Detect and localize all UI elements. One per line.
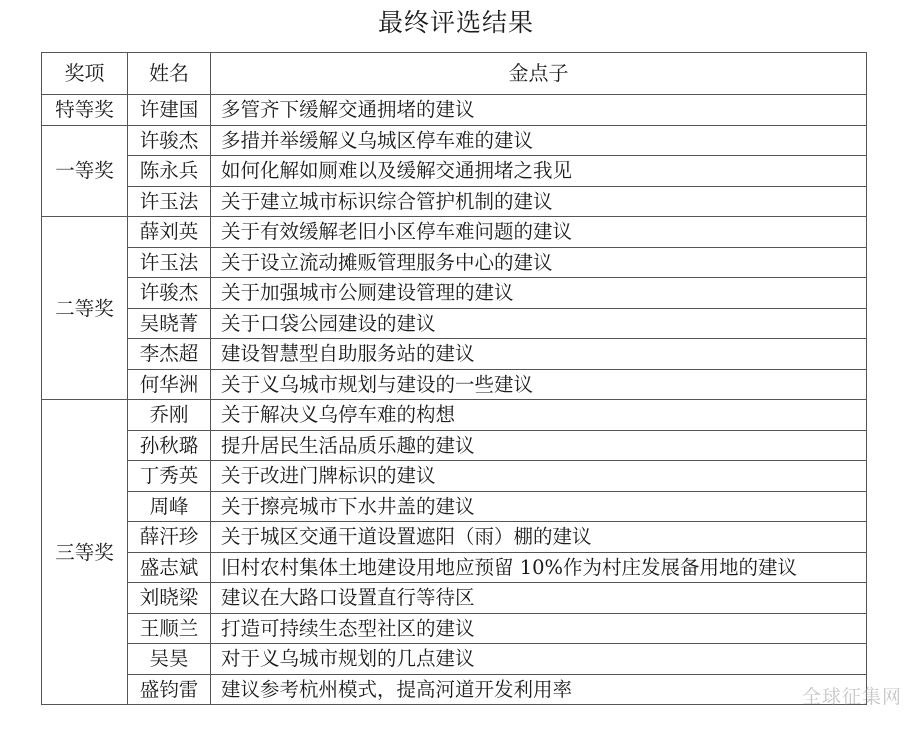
idea-cell: 多措并举缓解义乌城区停车难的建议 xyxy=(211,125,867,156)
name-cell: 丁秀英 xyxy=(128,461,211,492)
header-name: 姓名 xyxy=(128,53,211,95)
results-body xyxy=(42,95,867,705)
table-row xyxy=(42,156,867,187)
idea-cell: 建设智慧型自助服务站的建议 xyxy=(211,339,867,370)
name-cell: 周峰 xyxy=(128,491,211,522)
idea-cell: 建议参考杭州模式，提高河道开发利用率 xyxy=(211,674,867,705)
table-row xyxy=(42,644,867,675)
name-cell: 李杰超 xyxy=(128,339,211,370)
table-row xyxy=(42,430,867,461)
table-row xyxy=(42,186,867,217)
watermark-logo: 全球征集网 xyxy=(801,686,902,708)
table-row xyxy=(42,217,867,248)
name-cell: 吴晓菁 xyxy=(128,308,211,339)
name-cell: 陈永兵 xyxy=(128,156,211,187)
idea-cell: 多管齐下缓解交通拥堵的建议 xyxy=(211,95,867,126)
idea-cell: 关于口袋公园建设的建议 xyxy=(211,308,867,339)
name-cell: 许建国 xyxy=(128,95,211,126)
idea-cell: 关于擦亮城市下水井盖的建议 xyxy=(211,491,867,522)
name-cell: 吴昊 xyxy=(128,644,211,675)
name-cell: 盛志斌 xyxy=(128,552,211,583)
header-row xyxy=(42,53,867,95)
table-row xyxy=(42,491,867,522)
name-cell: 盛钧雷 xyxy=(128,674,211,705)
name-cell: 许玉法 xyxy=(128,186,211,217)
award-cell: 二等奖 xyxy=(42,217,128,400)
idea-cell: 关于有效缓解老旧小区停车难问题的建议 xyxy=(211,217,867,248)
results-table xyxy=(41,52,867,705)
table-row xyxy=(42,552,867,583)
table-row xyxy=(42,583,867,614)
table-row xyxy=(42,308,867,339)
table-row xyxy=(42,461,867,492)
idea-cell: 关于建立城市标识综合管护机制的建议 xyxy=(211,186,867,217)
table-row xyxy=(42,522,867,553)
table-row xyxy=(42,400,867,431)
idea-cell: 如何化解如厕难以及缓解交通拥堵之我见 xyxy=(211,156,867,187)
name-cell: 薛刘英 xyxy=(128,217,211,248)
table-row xyxy=(42,369,867,400)
name-cell: 何华洲 xyxy=(128,369,211,400)
idea-cell: 建议在大路口设置直行等待区 xyxy=(211,583,867,614)
name-cell: 孙秋璐 xyxy=(128,430,211,461)
idea-cell: 关于义乌城市规划与建设的一些建议 xyxy=(211,369,867,400)
header-idea: 金点子 xyxy=(211,53,867,95)
name-cell: 王顺兰 xyxy=(128,613,211,644)
idea-cell: 关于解决义乌停车难的构想 xyxy=(211,400,867,431)
award-cell: 三等奖 xyxy=(42,400,128,705)
table-row xyxy=(42,339,867,370)
idea-cell: 对于义乌城市规划的几点建议 xyxy=(211,644,867,675)
table-row xyxy=(42,278,867,309)
table-row xyxy=(42,247,867,278)
idea-cell: 提升居民生活品质乐趣的建议 xyxy=(211,430,867,461)
name-cell: 许骏杰 xyxy=(128,278,211,309)
name-cell: 乔刚 xyxy=(128,400,211,431)
idea-cell: 打造可持续生态型社区的建议 xyxy=(211,613,867,644)
award-cell: 特等奖 xyxy=(42,95,128,126)
name-cell: 许玉法 xyxy=(128,247,211,278)
idea-cell: 旧村农村集体土地建设用地应预留 10%作为村庄发展备用地的建议 xyxy=(211,552,867,583)
table-row xyxy=(42,613,867,644)
header-award: 奖项 xyxy=(42,53,128,95)
table-row xyxy=(42,95,867,126)
table-row xyxy=(42,674,867,705)
award-cell: 一等奖 xyxy=(42,125,128,217)
idea-cell: 关于改进门牌标识的建议 xyxy=(211,461,867,492)
idea-cell: 关于加强城市公厕建设管理的建议 xyxy=(211,278,867,309)
name-cell: 薛汗珍 xyxy=(128,522,211,553)
idea-cell: 关于城区交通干道设置遮阳（雨）棚的建议 xyxy=(211,522,867,553)
table-row xyxy=(42,125,867,156)
idea-cell: 关于设立流动摊贩管理服务中心的建议 xyxy=(211,247,867,278)
name-cell: 刘晓梁 xyxy=(128,583,211,614)
page-title: 最终评选结果 xyxy=(377,8,534,37)
name-cell: 许骏杰 xyxy=(128,125,211,156)
